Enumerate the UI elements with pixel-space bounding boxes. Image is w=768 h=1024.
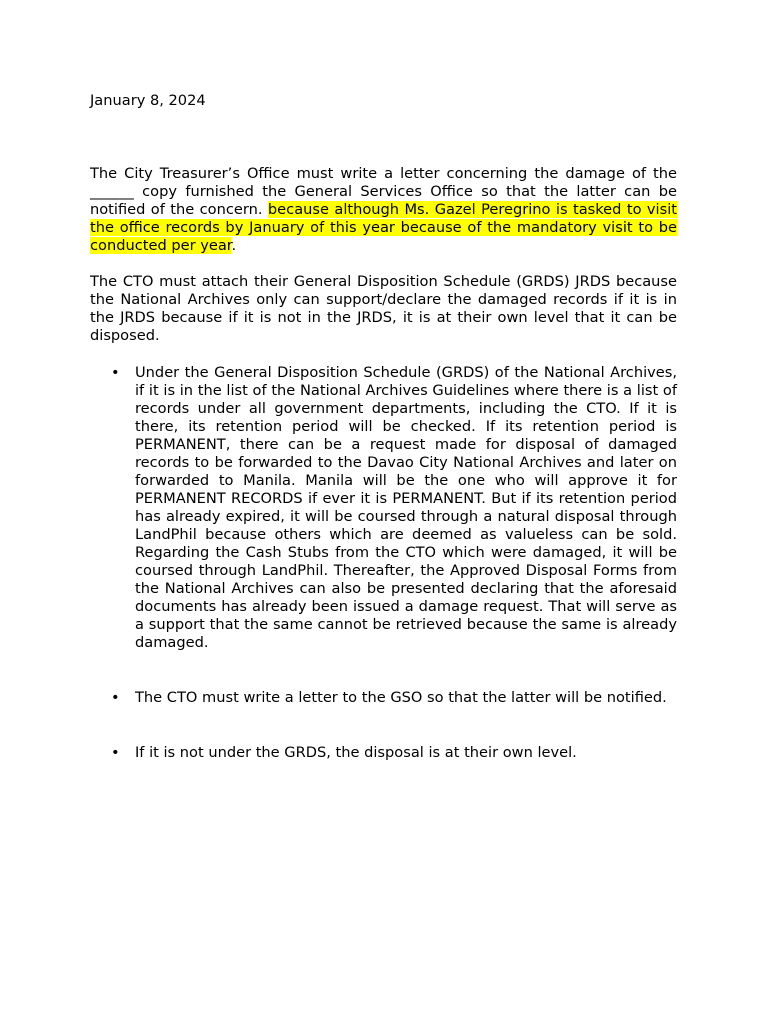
highlighted-text: because although Ms. Gazel Peregrino is tasked to visit the office records by January of this year because of the mandatory visit to be conducted per year	[90, 201, 677, 254]
bullet-icon: •	[111, 744, 120, 761]
paragraph-cto-letter	[90, 165, 677, 255]
bullet-icon: •	[111, 364, 120, 381]
list-item-text: The CTO must write a letter to the GSO so that the latter will be notified.	[135, 689, 667, 706]
paragraph-grds-jrds: The CTO must attach their General Disposition Schedule (GRDS) JRDS because the National Archives only can support/declare the damaged records if it is in the JRDS because if it is not in the JRDS, it is at their own level that it can be disposed.	[90, 273, 677, 344]
list-item-text: If it is not under the GRDS, the disposal is at their own level.	[135, 744, 577, 761]
paragraph-1-text: The City Treasurer’s Office must write a letter concerning the damage of the ______ copy furnished the General Services Office so that the latter can be notified of the concern.	[90, 165, 677, 218]
paragraph-1-end: .	[231, 237, 237, 254]
bullet-icon: •	[111, 689, 120, 706]
letter-date: January 8, 2024	[90, 92, 206, 109]
list-item-text: Under the General Disposition Schedule (GRDS) of the National Archives, if it is in the list of the National Archives Guidelines where there is a list of records under all government departments, including the CTO. If it is there, its retention period will be checked. If its retention period is PERMANENT, there can be a request made for disposal of damaged records to be forwarded to the Davao City National Archives and later on forwarded to Manila. Manila will be the one who will approve it for PERMANENT RECORDS if ever it is PERMANENT. But if its retention period has already expired, it will be coursed through a natural disposal through LandPhil because others which are deemed as valueless can be sold. Regarding the Cash Stubs from the CTO which were damaged, it will be coursed through LandPhil. Thereafter, the Approved Disposal Forms from the National Archives can also be presented declaring that the aforesaid documents has already been issued a damage request. That will serve as a support that the same cannot be retrieved because the same is already damaged.	[135, 364, 677, 651]
